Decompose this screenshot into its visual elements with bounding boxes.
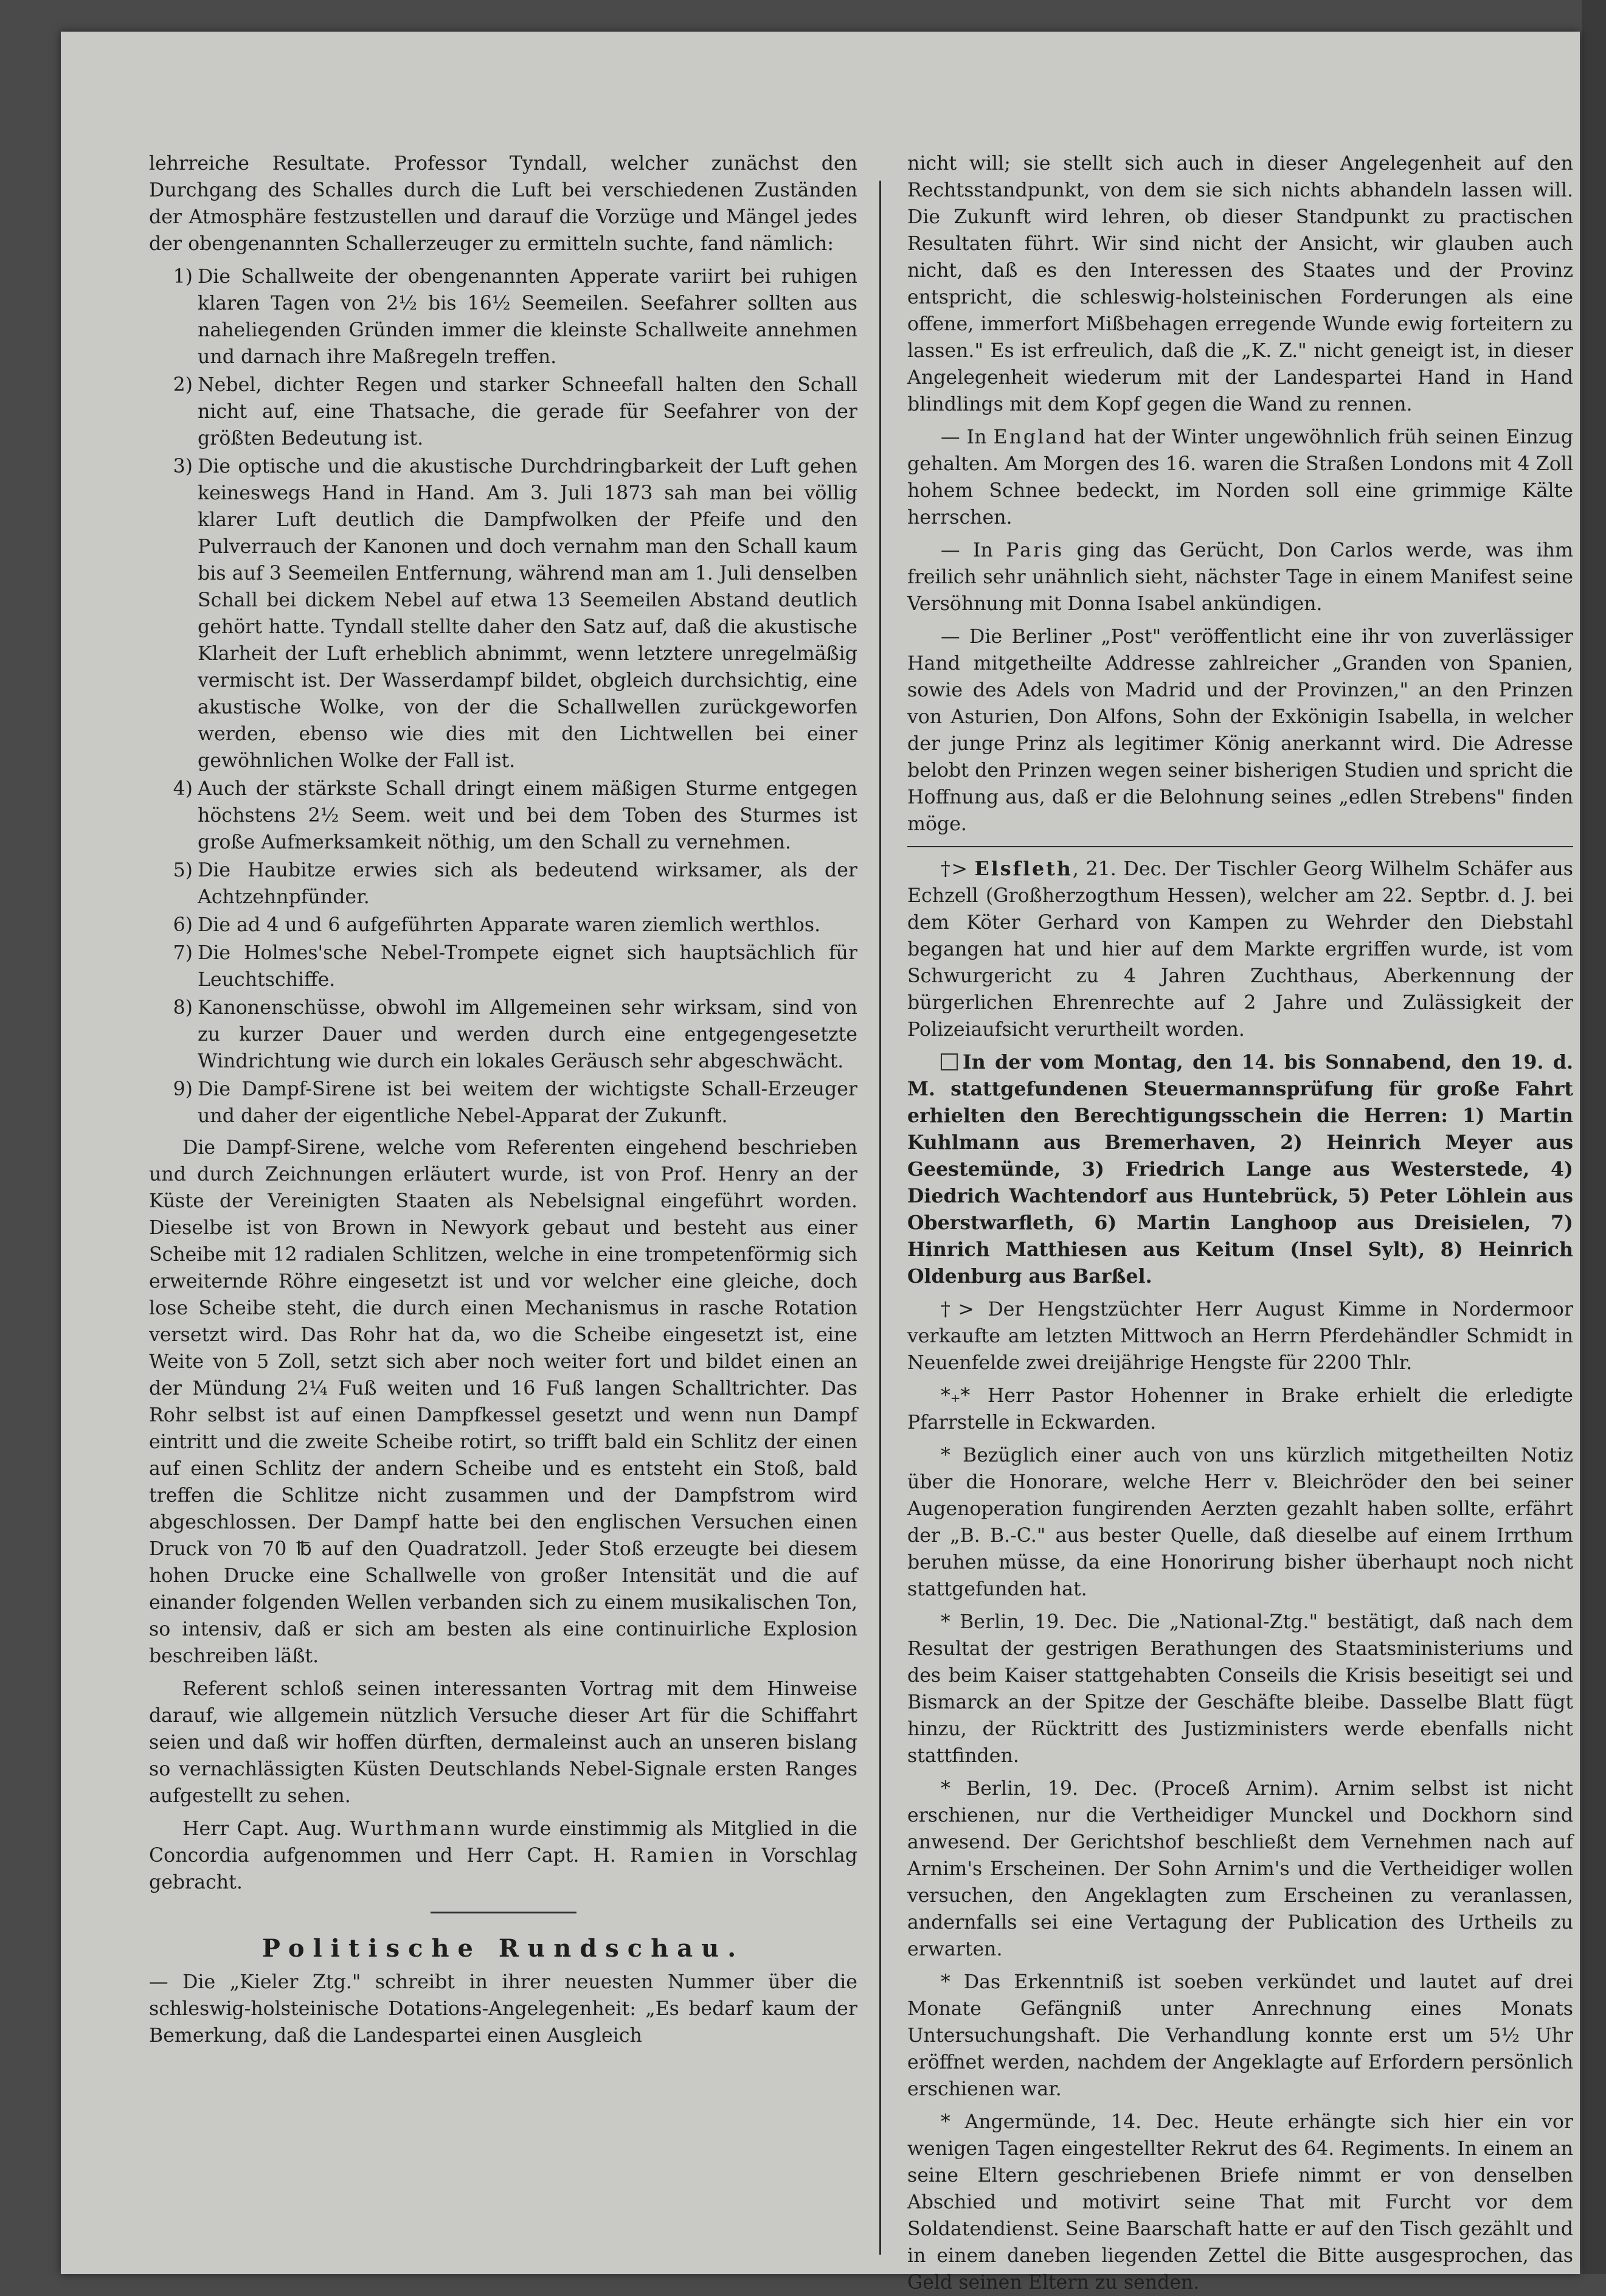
list-item [173,775,857,856]
paris-text: ging das Gerücht, Don Carlos werde, was ihm freilich sehr unähnlich sieht, nächster Tage in einem Manifest seine Versöhnung mit Donna Isabel ankündigen. [907,539,1573,615]
intro-paragraph: lehrreiche Resultate. Professor Tyndall, welcher zunächst den Durchgang des Schalles durch die Luft bei verschiedenen Zuständen der Atmosphäre festzustellen und darauf die Vorzüge und Mängel jedes der obengenannten Schallerzeuger zu ermitteln suchte, fand nämlich: [149,153,857,255]
item-number: 3) [173,456,193,477]
newspaper-page [61,32,1580,2294]
pastor-paragraph: *₊* Herr Pastor Hohenner in Brake erhielt die erledigte Pfarrstelle in Eckwarden. [907,1385,1573,1434]
captain-text: wurde einstimmig als Mitglied in die Concordia aufgenommen und Herr Capt. H. [149,1818,857,1867]
list-item [173,1076,857,1129]
england-text: — In [941,426,994,448]
item-number: 4) [173,778,193,800]
england-text: hat der Winter ungewöhnlich früh seinen Einzug gehalten. Am Morgen des 16. waren die Straßen Londons mit 4 Zoll hohem Schnee bedeckt, im Norden soll eine grimmige Kälte herrschen. [907,426,1573,529]
item-number: 6) [173,914,193,936]
viewer-edge [1582,0,1606,2274]
item-text: Die optische und die akustische Durchdringbarkeit der Luft gehen keineswegs Hand in Hand. Am 3. Juli 1873 sah man bei völlig klarer Luft deutlich die Dampfwolken der Pfeife und den Pulverrauch der Kanonen und doch vernahm man den Schall kaum bis auf 3 Seemeilen Entfernung, während man am 1. Juli denselben Schall bei dickem Nebel auf etwa 13 Seemeilen Abstand deutlich gehört hatte. Tyndall stellte daher den Satz auf, daß die akustische Klarheit der Luft erheblich abnimmt, wenn letztere unregelmäßig vermischt ist. Der Wasserdampf bildet, obgleich durchsichtig, eine akustische Wolke, von der die Schallwellen zurückgeworfen werden, ebenso wie dies mit den Lichtwellen bei einer gewöhnlichen Wolke der Fall ist. [198,456,857,772]
right-column [907,150,1574,2294]
item-number: 8) [173,997,193,1019]
hengst-paragraph: †> Der Hengstzüchter Herr August Kimme in Nordermoor verkaufte am letzten Mittwoch an Herrn Pferdehändler Schmidt in Neuenfelde zwei dreijährige Hengste für 2200 Thlr. [907,1299,1573,1374]
item-text: Nebel, dichter Regen und starker Schneefall halten den Schall nicht auf, eine Thatsache, die gerade für Seefahrer von der größten Bedeutung ist. [198,374,857,449]
item-text: Kanonenschüsse, obwohl im Allgemeinen sehr wirksam, sind von zu kurzer Dauer und werden durch eine entgegengesetzte Windrichtung wie durch ein lokales Geräusch sehr abgeschwächt. [198,997,857,1072]
item-text: Die Dampf-Sirene ist bei weitem der wichtigste Schall-Erzeuger und daher der eigentliche Nebel-Apparat der Zukunft. [198,1078,857,1127]
sirene-paragraph: Die Dampf-Sirene, welche vom Referenten eingehend beschrieben und durch Zeichnungen erläutert wurde, ist von Prof. Henry an der Küste der Vereinigten Staaten als Nebelsignal eingeführt worden. Dieselbe ist von Brown in Newyork gebaut und besteht aus einer Scheibe mit 12 radialen Schlitzen, welche in eine trompetenförmig sich erweiternde Röhre eingesetzt ist und vor welcher eine gleiche, doch lose Scheibe steht, die durch einen Mechanismus in rasche Rotation versetzt wird. Das Rohr hat da, wo die Scheibe eingesetzt ist, eine Weite von 5 Zoll, setzt sich aber noch weiter fort und bildet einen an der Mündung 2¼ Fuß weiten und 16 Fuß langen Schalltrichter. Das Rohr selbst ist auf einen Dampfkessel gesetzt und wenn nun Dampf eintritt und die zweite Scheibe rotirt, so trifft bald ein Schlitz der einen auf einen Schlitz der andern Scheibe und es entsteht ein Stoß, bald treffen die Schlitze nicht zusammen und der Dampfstrom wird abgeschlossen. Der Dampf hatte bei den englischen Versuchen einen Druck von 70 ℔ auf den Quadratzoll. Jeder Stoß erzeugte bei diesem hohen Drucke eine Schallwelle von großer Intensität und die auf einander folgenden Wellen verbanden sich zu einem musikalischen Ton, so intensiv, daß er sich am besten als eine continuirliche Explosion beschreiben läßt. [149,1137,857,1667]
elsfleth-text: , 21. Dec. Der Tischler Georg Wilhelm Schäfer aus Echzell (Großherzogthum Hessen), welcher am 22. Septbr. d. J. bei dem Köter Gerhard von Kampen zu Wehrder den Diebstahl begangen hat und hier auf dem Markte ergriffen wurde, ist vom Schwurgericht zu 4 Jahren Zuchthaus, Aberkennung der bürgerlichen Ehrenrechte auf 2 Jahre und Zulässigkeit der Polizeiaufsicht verurtheilt worden. [907,858,1574,1041]
england-paragraph [907,424,1573,531]
item-number: 7) [173,942,193,964]
continuation-paragraph: nicht will; sie stellt sich auch in dieser Angelegenheit auf den Rechtsstandpunkt, von dem sie sich nichts abhandeln lassen will. Die Zukunft wird lehren, ob dieser Standpunkt zu practischen Resultaten führt. Wir sind nicht der Ansicht, wir glauben auch nicht, daß es den Interessen des Staates und der Provinz entspricht, die schleswig-holsteinischen Forderungen als eine offene, immerfort Mißbehagen erregende Wunde ewig forteitern zu lassen." Es ist erfreulich, daß die „K. Z." nicht geneigt ist, in dieser Angelegenheit wiederum mit der Landespartei Hand in Hand blindlings mit dem Kopf gegen die Wand zu rennen. [907,153,1573,415]
list-item [173,994,857,1075]
item-number: 5) [173,859,193,881]
item-text: Die ad 4 und 6 aufgeführten Apparate waren ziemlich werthlos. [198,914,821,936]
list-item [173,453,857,774]
findings-list [149,263,857,1129]
section-rule [431,1912,576,1913]
erkenntniss-paragraph: * Das Erkenntniß ist soeben verkündet und lautet auf drei Monate Gefängniß unter Anrechnung eines Monats Untersuchungshaft. Die Verhandlung konnte erst um 5½ Uhr eröffnet werden, nachdem der Angeklagte auf Erfordern persönlich erschienen war. [907,1971,1573,2100]
montag-text: In der vom Montag, den 14. bis Sonnabend, den 19. d. M. stattgefundenen Steuermannsprüfung für große Fahrt erhielten den Berechtigungsschein die Herren: 1) Martin Kuhlmann aus Bremerhaven, 2) Heinrich Meyer aus Geestemünde, 3) Friedrich Lange aus Westerstede, 4) Diedrich Wachtendorf aus Huntebrück, 5) Peter Löhlein aus Oberstwarfleth, 6) Martin Langhoop aus Dreisielen, 7) Hinrich Matthiesen aus Keitum (Insel Sylt), 8) Heinrich Oldenburg aus Barßel. [907,1051,1573,1288]
column-divider [879,181,881,2255]
paris-text: — In [941,539,1006,561]
item-number: 1) [173,266,193,288]
honorare-paragraph: * Bezüglich einer auch von uns kürzlich mitgetheilten Notiz über die Honorare, welche Herr v. Bleichröder den bei seiner Augenoperation fungirenden Aerzten gezahlt haben sollte, erfährt der „B. B.-C." aus bester Quelle, daß dieselbe auf einem Irrthum beruhen müsse, da eine Honorirung bisher überhaupt noch nicht stattgefunden hat. [907,1445,1573,1600]
list-item [173,372,857,452]
angermuende-paragraph: * Angermünde, 14. Dec. Heute erhängte sich hier ein vor wenigen Tagen eingestellter Rekrut des 64. Regiments. In einem an seine Eltern geschriebenen Briefe nimmt er von denselben Abschied und motivirt seine That mit Furcht vor dem Soldatendienst. Seine Baarschaft hatte er auf den Tisch gezählt und in einem daneben liegenden Zettel die Bitte ausgesprochen, das Geld seinen Eltern zu senden. [907,2111,1573,2294]
place-name: England [993,426,1087,448]
list-item [173,912,857,938]
left-column [149,150,857,2242]
montag-paragraph [907,1049,1573,1290]
elsfleth-paragraph [907,856,1573,1043]
list-item [173,857,857,910]
berlin-paragraph-2: * Berlin, 19. Dec. (Proceß Arnim). Arnim selbst ist nicht erschienen, nur die Vertheidiger Munckel und Dockhorn sind anwesend. Der Gerichtshof beschließt dem Vernehmen nach auf Arnim's Erscheinen. Der Sohn Arnim's und die Vertheidiger wollen versuchen, den Angeklagten zum Erscheinen zu veranlassen, andernfalls sei eine Vertagung der Publication des Urtheils zu erwarten. [907,1778,1573,1960]
berlin-paragraph-1: * Berlin, 19. Dec. Die „National-Ztg." bestätigt, daß nach dem Resultat der gestrigen Berathungen des Staatsministeriums und des beim Kaiser stattgehabten Conseils die Krisis beseitigt sei und Bismarck an der Spitze der Geschäfte bleibe. Dasselbe Blatt fügt hinzu, der Rücktritt des Justizministers werde ebenfalls nicht stattfinden. [907,1611,1573,1767]
dateline-place: Elsfleth [974,858,1073,880]
item-text: Die Haubitze erwies sich als bedeutend wirksamer, als der Achtzehnpfünder. [198,859,857,908]
captain-text: Herr Capt. Aug. [182,1818,350,1840]
section-rule [907,846,1573,847]
list-item [173,940,857,993]
item-text: Die Holmes'sche Nebel-Trompete eignet sich hauptsächlich für Leuchtschiffe. [198,942,857,991]
section-heading: Politische Rundschau. [261,1934,745,1963]
captain-text: in Vorschlag gebracht. [149,1845,857,1893]
kieler-paragraph: — Die „Kieler Ztg." schreibt in ihrer neuesten Nummer über die schleswig-holsteinische Dotations-Angelegenheit: „Es bedarf kaum der Bemerkung, daß die Landespartei einen Ausgleich [149,1971,857,2047]
list-item [173,263,857,370]
referent-paragraph: Referent schloß seinen interessanten Vortrag mit dem Hinweise darauf, wie allgemein nützlich Versuche dieser Art für die Schiffahrt seien und daß wir hoffen dürften, dermaleinst auch an unseren bislang so vernachlässigten Küsten Deutschlands Nebel-Signale ersten Ranges aufgestellt zu sehen. [149,1678,857,1807]
captain-name: Ramien [629,1845,716,1867]
item-text: Die Schallweite der obengenannten Apperate variirt bei ruhigen klaren Tagen von 2½ bis 16½ Seemeilen. Seefahrer sollten aus naheliegenden Gründen immer die kleinste Schallweite annehmen und darnach ihre Maßregeln treffen. [198,266,857,368]
post-paragraph: — Die Berliner „Post" veröffentlicht eine ihr von zuverlässiger Hand mitgetheilte Addresse zahlreicher „Granden von Spanien, sowie des Adels von Madrid und der Provinzen," an den Prinzen von Asturien, Don Alfons, Sohn der Exkönigin Isabella, in welcher der junge Prinz als legitimer König anerkannt wird. Die Adresse belobt den Prinzen wegen seiner bisherigen Studien und spricht die Hoffnung aus, daß er die Belohnung seines „edlen Strebens" finden möge. [907,626,1573,835]
dagger-mark: †> [941,858,975,880]
item-text: Auch der stärkste Schall dringt einem mäßigen Sturme entgegen höchstens 2½ Seem. weit und bei dem Toben des Sturmes ist große Aufmerksamkeit nöthig, um den Schall zu vernehmen. [198,778,857,853]
paris-paragraph [907,537,1573,617]
captain-paragraph [149,1816,857,1896]
item-number: 2) [173,374,193,396]
box-marker [941,1053,958,1070]
place-name: Paris [1006,539,1064,561]
captain-name: Wurthmann [350,1818,482,1840]
item-number: 9) [173,1078,193,1100]
